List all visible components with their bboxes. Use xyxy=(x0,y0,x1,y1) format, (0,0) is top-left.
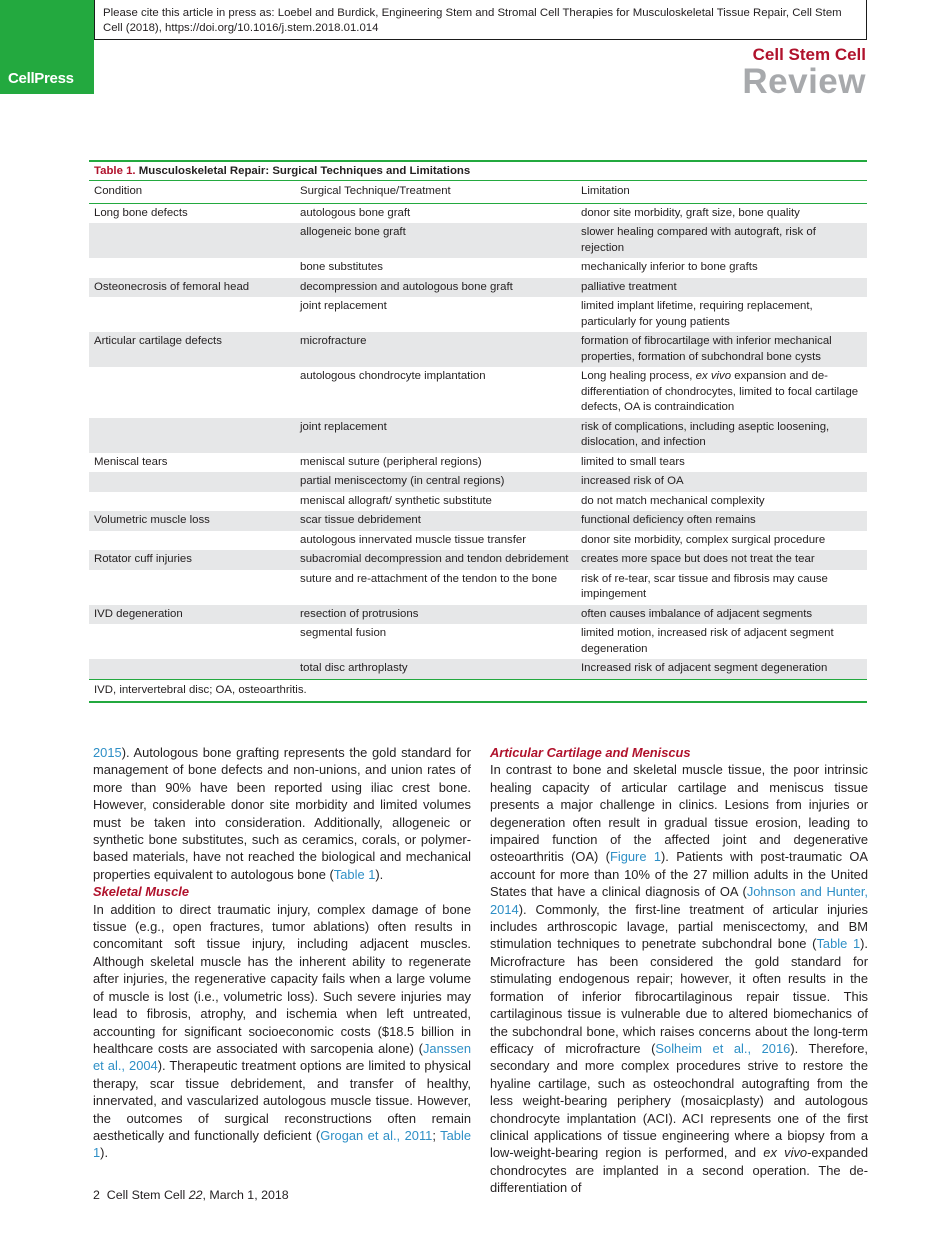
cell-condition xyxy=(89,472,295,492)
paragraph-bone-grafting xyxy=(93,744,471,883)
citation-link[interactable]: Grogan et al., 2011 xyxy=(320,1127,433,1143)
cell-condition xyxy=(89,223,295,258)
cell-limitation: donor site morbidity, graft size, bone quality xyxy=(581,206,800,219)
cell-condition xyxy=(89,297,295,332)
table-title-text: Musculoskeletal Repair: Surgical Techniques and Limitations xyxy=(138,165,471,177)
table-title xyxy=(89,162,867,180)
table-row xyxy=(89,605,867,625)
cell-limitation: increased risk of OA xyxy=(576,472,867,492)
table-row xyxy=(89,297,867,332)
journal-name: Cell Stem Cell xyxy=(752,45,866,64)
text-run: -expanded chondrocytes are implanted in a second operation. The de-differentiation of xyxy=(490,1145,868,1196)
cell-limitation: risk of re-tear, scar tissue and fibrosis may cause impingement xyxy=(581,572,828,600)
citation-link[interactable]: Solheim et al., 2016 xyxy=(655,1040,791,1056)
cell-limitation: often causes imbalance of adjacent segments xyxy=(576,605,867,625)
text-run: ). Patients with post-traumatic OA account for more than 10% of the 27 million adults in the United States that have a clinical diagnosis of OA ( xyxy=(490,849,869,900)
citation-link[interactable]: Johnson and Hunter, 2014 xyxy=(490,884,868,917)
cell-limitation: formation of fibrocartilage with inferior mechanical properties, formation of subchondral bone cysts xyxy=(576,332,867,367)
cell-condition xyxy=(89,367,295,418)
cell-limitation: do not match mechanical complexity xyxy=(581,494,765,507)
text-run: ). Commonly, the first-line treatment of articular injuries includes arthroscopic lavage, partial meniscectomy, and BM stimulation techniques to penetrate subchondral bone ( xyxy=(490,901,868,952)
cell-technique: autologous chondrocyte implantation xyxy=(300,370,486,382)
table-row xyxy=(89,453,867,473)
citation-link[interactable]: Table 1 xyxy=(333,866,376,882)
text-run: In contrast to bone and skeletal muscle tissue, the poor intrinsic healing capacity of articular cartilage and meniscus tissue presents a major challenge in clinics. Lesions from injuries or degeneration often result in gradual tissue erosion, leading to impaired function of the affected joint and degenerative osteoarthritis (OA) ( xyxy=(490,762,868,865)
table-row xyxy=(89,332,867,367)
section-label: Review xyxy=(742,62,866,101)
cell-technique: bone substitutes xyxy=(300,261,383,273)
cell-technique: segmental fusion xyxy=(300,627,387,639)
table-row xyxy=(89,472,867,492)
cell-limitation: mechanically inferior to bone grafts xyxy=(581,261,758,273)
table-row xyxy=(89,367,867,418)
citation-link[interactable]: Table 1 xyxy=(816,936,861,952)
page-number: 2 xyxy=(93,1188,100,1202)
cell-technique: total disc arthroplasty xyxy=(295,659,576,679)
cell-limitation: donor site morbidity, complex surgical procedure xyxy=(581,533,826,546)
cell-condition xyxy=(89,492,295,512)
cell-limitation: functional deficiency often remains xyxy=(576,511,867,531)
table-1 xyxy=(89,160,867,703)
table-row xyxy=(89,570,867,605)
table-row xyxy=(89,531,867,551)
table-row xyxy=(89,624,867,659)
column-header-technique: Surgical Technique/Treatment xyxy=(295,181,576,203)
text-run: In addition to direct traumatic injury, complex damage of bone tissue (e.g., open fractures, tumor ablations) often results in concomitant soft tissue injury, including adjacent muscles. Although skeletal muscle has the inherent ability to regenerate after injuries, the regenerative capacity fails when a large volume of muscle is lost (i.e., volumetric loss). Such severe injuries may lead to fibrosis, atrophy, and ischemia when left untreated, accounting for significant socioeconomic costs ($18.5 billion in healthcare costs are associated with sarcopenia alone) ( xyxy=(93,901,471,1056)
cell-technique: microfracture xyxy=(295,332,576,367)
text-run: ). Microfracture has been considered the gold standard for stimulating endogenous repair; however, it often results in the formation of inferior fibrocartilaginous repair tissue. This cartilaginous tissue is vulnerable due to altered biomechanics of the subchondral bone, which raises concerns about the long-term efficacy of microfracture ( xyxy=(490,936,868,1056)
cell-condition: Meniscal tears xyxy=(94,455,168,468)
page-footer xyxy=(93,1188,289,1202)
cell-technique: decompression and autologous bone graft xyxy=(295,278,576,298)
cell-technique: meniscal suture (peripheral regions) xyxy=(300,455,482,468)
cell-limitation: risk of complications, including aseptic loosening, dislocation, and infection xyxy=(576,418,867,453)
table-footnote: IVD, intervertebral disc; OA, osteoarthritis. xyxy=(89,679,867,703)
footer-journal: Cell Stem Cell xyxy=(106,1188,186,1202)
cell-condition: IVD degeneration xyxy=(89,605,295,625)
table-header-row xyxy=(89,181,867,203)
cell-technique: partial meniscectomy (in central regions) xyxy=(295,472,576,492)
footer-date: , March 1, 2018 xyxy=(202,1188,289,1202)
table-row xyxy=(89,418,867,453)
citation-link[interactable]: Figure 1 xyxy=(609,849,662,865)
cell-limitation: Long healing process, ex vivo expansion and de-differentiation of chondrocytes, limited to focal cartilage defects, OA is contraindication xyxy=(581,370,859,413)
cell-condition: Volumetric muscle loss xyxy=(89,511,295,531)
heading-articular-cartilage: Articular Cartilage and Meniscus xyxy=(490,745,691,760)
cell-technique: autologous innervated muscle tissue transfer xyxy=(300,533,527,546)
column-header-condition: Condition xyxy=(89,181,295,203)
text-run: ). Therapeutic treatment options are limited to physical therapy, scar tissue debridement, and transfer of healthy, innervated, and vascularized autologous muscle tissue. However, the outcomes of surgical reconstructions often remain aesthetically and functionally deficient ( xyxy=(93,1058,471,1143)
cell-limitation: creates more space but does not treat the tear xyxy=(576,550,867,570)
cell-limitation: slower healing compared with autograft, risk of rejection xyxy=(576,223,867,258)
citation-link[interactable]: Janssen et al., 2004 xyxy=(93,1040,471,1074)
cell-technique: subacromial decompression and tendon debridement xyxy=(295,550,576,570)
cell-technique: meniscal allograft/ synthetic substitute xyxy=(300,494,492,507)
right-column xyxy=(490,744,868,1197)
cellpress-logo: CellPress xyxy=(8,70,74,87)
cell-condition: Articular cartilage defects xyxy=(89,332,295,367)
table-row xyxy=(89,492,867,512)
citation-link[interactable]: 2015 xyxy=(93,745,122,760)
text-run: ). Autologous bone grafting represents the gold standard for management of bone defects and non-unions, and union rates of more than 90% have been reported using iliac crest bone. However, considerable donor site morbidity and limited volumes must be taken into consideration. Additionally, allogeneic or synthetic bone substitutes, such as ceramics, corals, or polymer-based materials, have not reached the biological and mechanical properties equivalent to autologous bone ( xyxy=(93,745,471,882)
citation-notice: Please cite this article in press as: Loebel and Burdick, Engineering Stem and Stromal Cell Therapies for Musculoskeletal Tissue Repair, Cell Stem Cell (2018), https://doi.org/10.1016/j.stem.2018.01.014 xyxy=(94,0,867,40)
table-row xyxy=(89,203,867,223)
publisher-band xyxy=(0,0,94,94)
cell-condition xyxy=(89,418,295,453)
table-row xyxy=(89,278,867,298)
cell-condition xyxy=(89,624,295,659)
cell-technique: joint replacement xyxy=(295,418,576,453)
text-run: ). Therefore, secondary and more complex procedures strive to restore the hyaline cartilage, such as osteochondral autografting from the less weight-bearing periphery (mosaicplasty) and autologous chondrocyte implantation (ACI). ACI represents one of the first clinical applications of tissue engineering where a biopsy from a low-weight-bearing region is performed, and xyxy=(490,1040,868,1161)
cell-limitation: limited implant lifetime, requiring replacement, particularly for young patients xyxy=(581,300,813,328)
cell-limitation: limited motion, increased risk of adjacent segment degeneration xyxy=(581,627,834,655)
table-label: Table 1. xyxy=(94,165,136,177)
cell-technique: allogeneic bone graft xyxy=(295,223,576,258)
cell-limitation: limited to small tears xyxy=(581,455,685,468)
cell-technique: scar tissue debridement xyxy=(295,511,576,531)
column-header-limitation: Limitation xyxy=(576,181,867,203)
citation-link[interactable]: Table 1 xyxy=(93,1127,471,1161)
cell-limitation: palliative treatment xyxy=(576,278,867,298)
cell-technique: resection of protrusions xyxy=(295,605,576,625)
text-run: ). xyxy=(100,1145,109,1161)
italic-text: ex vivo xyxy=(763,1145,808,1161)
cell-condition: Osteonecrosis of femoral head xyxy=(89,278,295,298)
text-run: ). xyxy=(375,866,384,882)
cell-condition: Long bone defects xyxy=(94,206,188,219)
italic-text: ex vivo xyxy=(695,370,732,382)
heading-skeletal-muscle: Skeletal Muscle xyxy=(93,884,190,900)
cell-technique: joint replacement xyxy=(300,300,387,312)
table-row xyxy=(89,223,867,258)
cell-condition xyxy=(89,570,295,605)
cell-limitation: Increased risk of adjacent segment degeneration xyxy=(576,659,867,679)
table-row xyxy=(89,659,867,679)
table-row xyxy=(89,550,867,570)
paragraph-skeletal-muscle xyxy=(93,901,471,1162)
table-row xyxy=(89,511,867,531)
cell-condition xyxy=(89,531,295,551)
left-column xyxy=(93,744,471,1162)
cell-condition xyxy=(89,258,295,278)
text-run: ; xyxy=(432,1127,441,1143)
footer-volume: 22 xyxy=(188,1188,203,1202)
table-grid xyxy=(89,181,867,679)
paragraph-articular-cartilage xyxy=(490,761,868,1196)
table-row xyxy=(89,258,867,278)
cell-technique: autologous bone graft xyxy=(300,206,411,219)
cell-technique: suture and re-attachment of the tendon to the bone xyxy=(300,572,558,585)
cell-condition xyxy=(89,659,295,679)
cell-condition: Rotator cuff injuries xyxy=(89,550,295,570)
